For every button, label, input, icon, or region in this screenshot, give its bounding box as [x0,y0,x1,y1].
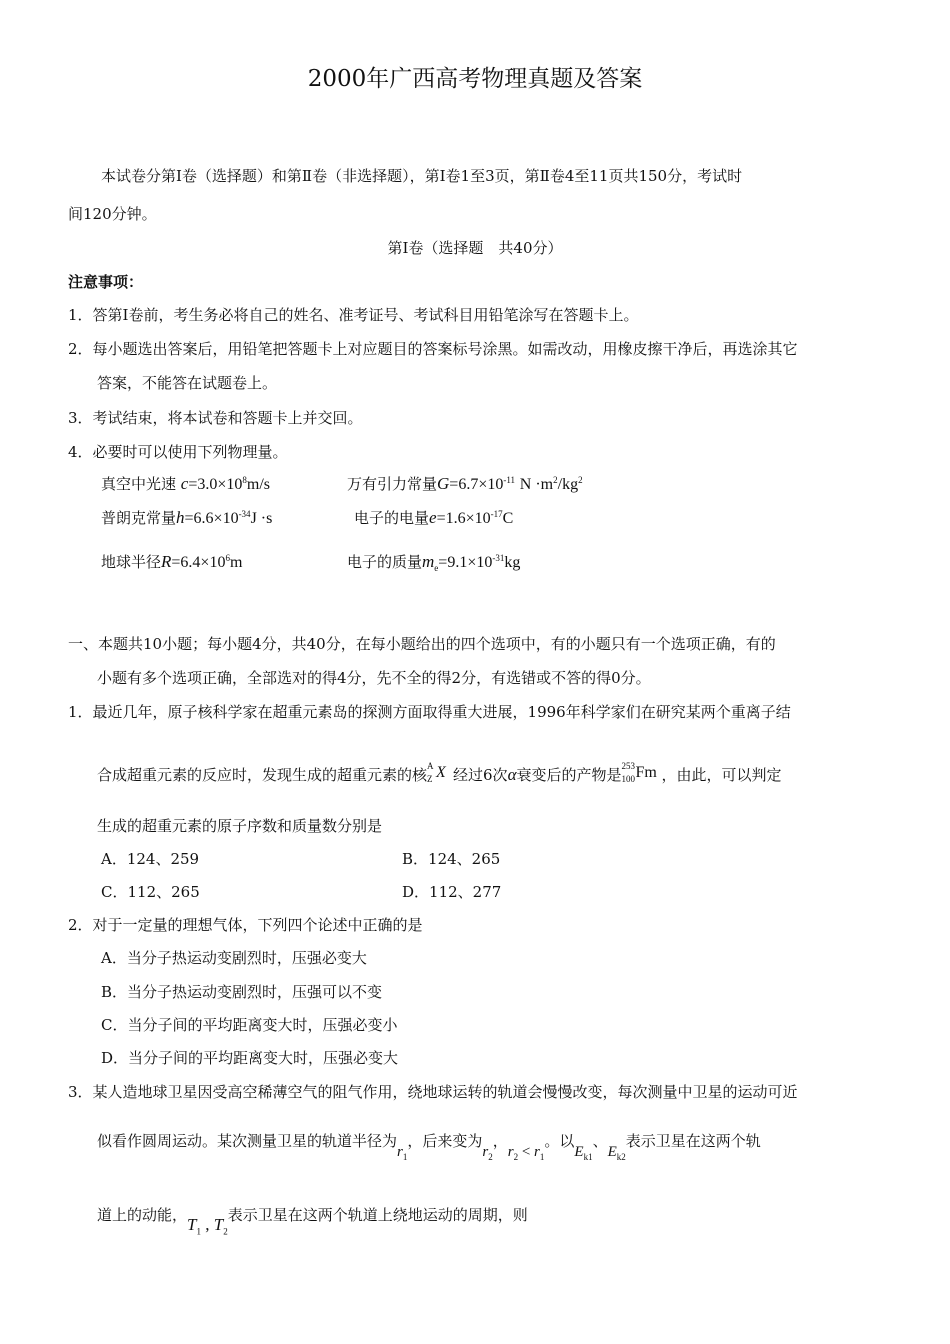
r2-lt-r1: $r_2 < r_1$ [507,1144,545,1162]
q1-option-c: C．112、265 [101,883,200,901]
constant-earth-radius: 地球半径$R=6.4\times 10^6m$ [101,552,243,571]
notice-item-2-cont: 答案，不能答在试题卷上。 [97,374,278,392]
page-title: 2000年广西高考物理真题及答案 [307,66,643,92]
notice-heading: 注意事项： [68,273,144,291]
notice-item-2: 2．每小题选出答案后，用铅笔把答题卡上对应题目的答案标号涂黑。如需改动，用橡皮擦干净后，再选涂其它 [68,340,798,358]
q2-option-c: C．当分子间的平均距离变大时，压强必变小 [101,1016,398,1034]
ek2: $E_{k2}$ [607,1144,626,1162]
constant-planck: 普朗克常量$h=6.6\times 10^{-34}J \cdot s$ [101,508,273,527]
q3-line-2: 似看作圆周运动。某次测量卫星的轨道半径为$r_1$，后来变为$r_2$，$r_2 < r_1$。以$E_{k1}$、$E_{k2}$表示卫星在这两个轨 [97,1132,761,1162]
q1-line-3: 生成的超重元素的原子序数和质量数分别是 [97,817,383,835]
q3-line-3: 道上的动能，$T_1$ , $T_2$表示卫星在这两个轨道上绕地运动的周期，则 [97,1206,528,1237]
intro-line-2: 间120分钟。 [68,205,157,223]
section1-line-2: 小题有多个选项正确，全部选对的得4分，先不全的得2分，有选错或不答的得0分。 [97,669,651,687]
notice-item-3: 3．考试结束，将本试卷和答题卡上并交回。 [68,409,363,427]
constant-gravitation: 万有引力常量$G=6.7\times 10^{-11}$ $N \cdot m^2/kg^2$ [347,474,583,493]
q2-stem: 2．对于一定量的理想气体，下列四个论述中正确的是 [68,916,423,934]
q2-option-d: D．当分子间的平均距离变大时，压强必变大 [101,1049,399,1067]
q1-option-b: B．124、265 [402,850,501,868]
t1-t2: $T_1$ , $T_2$ [187,1215,228,1237]
ek1: $E_{k1}$ [574,1144,593,1162]
constant-electron-mass: 电子的质量$m_e=9.1\times 10^{-31}kg$ [347,552,521,573]
q2-option-b: B．当分子热运动变剧烈时，压强可以不变 [101,983,383,1001]
q3-line-1: 3．某人造地球卫星因受高空稀薄空气的阻气作用，绕地球运转的轨道会慢慢改变，每次测量中卫星的运动可近 [68,1083,798,1101]
notice-item-4: 4．必要时可以使用下列物理量。 [68,443,288,461]
intro-line-1: 本试卷分第Ⅰ卷（选择题）和第Ⅱ卷（非选择题），第Ⅰ卷1至3页，第Ⅱ卷4至11页共150分，考试时 [101,167,743,185]
q1-line-1: 1．最近几年，原子核科学家在超重元素岛的探测方面取得重大进展，1996年科学家们在研究某两个重离子结 [68,703,791,721]
q1-option-a: A．124、259 [101,850,200,868]
nuclide-x: A Z X [427,761,446,784]
notice-item-1: 1．答第Ⅰ卷前，考生务必将自己的姓名、准考证号、考试科目用铅笔涂写在答题卡上。 [68,306,639,324]
nuclide-fm: 253 100 Fm [621,761,657,784]
part1-heading: 第Ⅰ卷（选择题 共40分） [387,239,563,257]
q1-option-d: D．112、277 [402,883,502,901]
r1: $r_1$ [397,1144,408,1162]
section1-line-1: 一、本题共10小题；每小题4分，共40分，在每小题给出的四个选项中，有的小题只有一个选项正确，有的 [68,635,776,653]
r2: $r_2$ [482,1144,493,1162]
constant-electron-charge: 电子的电量$e=1.6\times 10^{-17}C$ [354,508,514,527]
constant-light-speed: 真空中光速 $c=3.0\times 10^8m/s$ [101,474,271,493]
q1-line-2: 合成超重元素的反应时，发现生成的超重元素的核 A Z X 经过6次α衰变后的产物是 253 100 Fm ，由此，可以判定 [97,761,782,784]
q2-option-a: A．当分子热运动变剧烈时，压强必变大 [101,949,367,967]
